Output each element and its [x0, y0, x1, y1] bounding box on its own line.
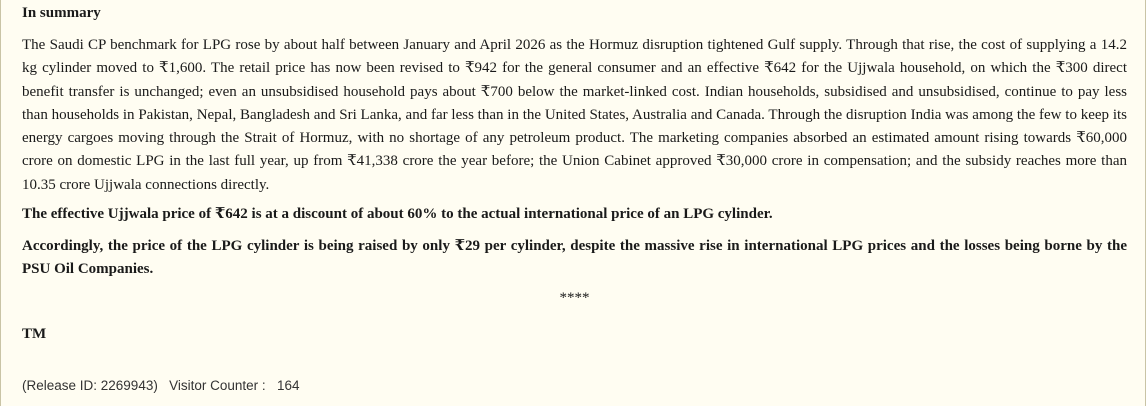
- release-id: (Release ID: 2269943): [22, 378, 158, 393]
- release-footer: [22, 378, 300, 393]
- price-raise-paragraph: Accordingly, the price of the LPG cylinder is being raised by only ₹29 per cylinder, despite the massive rise in international LPG prices and the losses being borne by the PSU Oil Companies.: [22, 238, 1127, 278]
- visitor-counter-label: Visitor Counter :: [169, 378, 266, 393]
- summary-paragraph: The Saudi CP benchmark for LPG rose by about half between January and April 2026 as the Hormuz disruption tightened Gulf supply. Through that rise, the cost of supplying a 14.2 kg cylinder moved to ₹1,600. The retail price has now been revised to ₹942 for the general consumer and an effective ₹642 for the Ujjwala household, on which the ₹300 direct benefit transfer is unchanged; even an unsubsidised household pays about ₹700 below the market-linked cost. Indian households, subsidised and unsubsidised, continue to pay less than households in Pakistan, Nepal, Bangladesh and Sri Lanka, and far less than in the United States, Australia and Canada. Through the disruption India was among the few to keep its energy cargoes moving through the Strait of Hormuz, with no shortage of any petroleum product. The marketing companies absorbed an estimated amount rising towards ₹60,000 crore on domestic LPG in the last full year, up from ₹41,338 crore the year before; the Union Cabinet approved ₹30,000 crore in compensation; and the subsidy reaches more than 10.35 crore Ujjwala connections directly.: [22, 37, 1127, 193]
- visitor-counter-value: 164: [276, 378, 300, 393]
- section-heading: In summary: [22, 5, 101, 21]
- discount-paragraph: The effective Ujjwala price of ₹642 is at a discount of about 60% to the actual international price of an LPG cylinder.: [22, 206, 773, 222]
- signoff-initials: TM: [22, 326, 47, 342]
- separator-stars: ****: [559, 290, 590, 306]
